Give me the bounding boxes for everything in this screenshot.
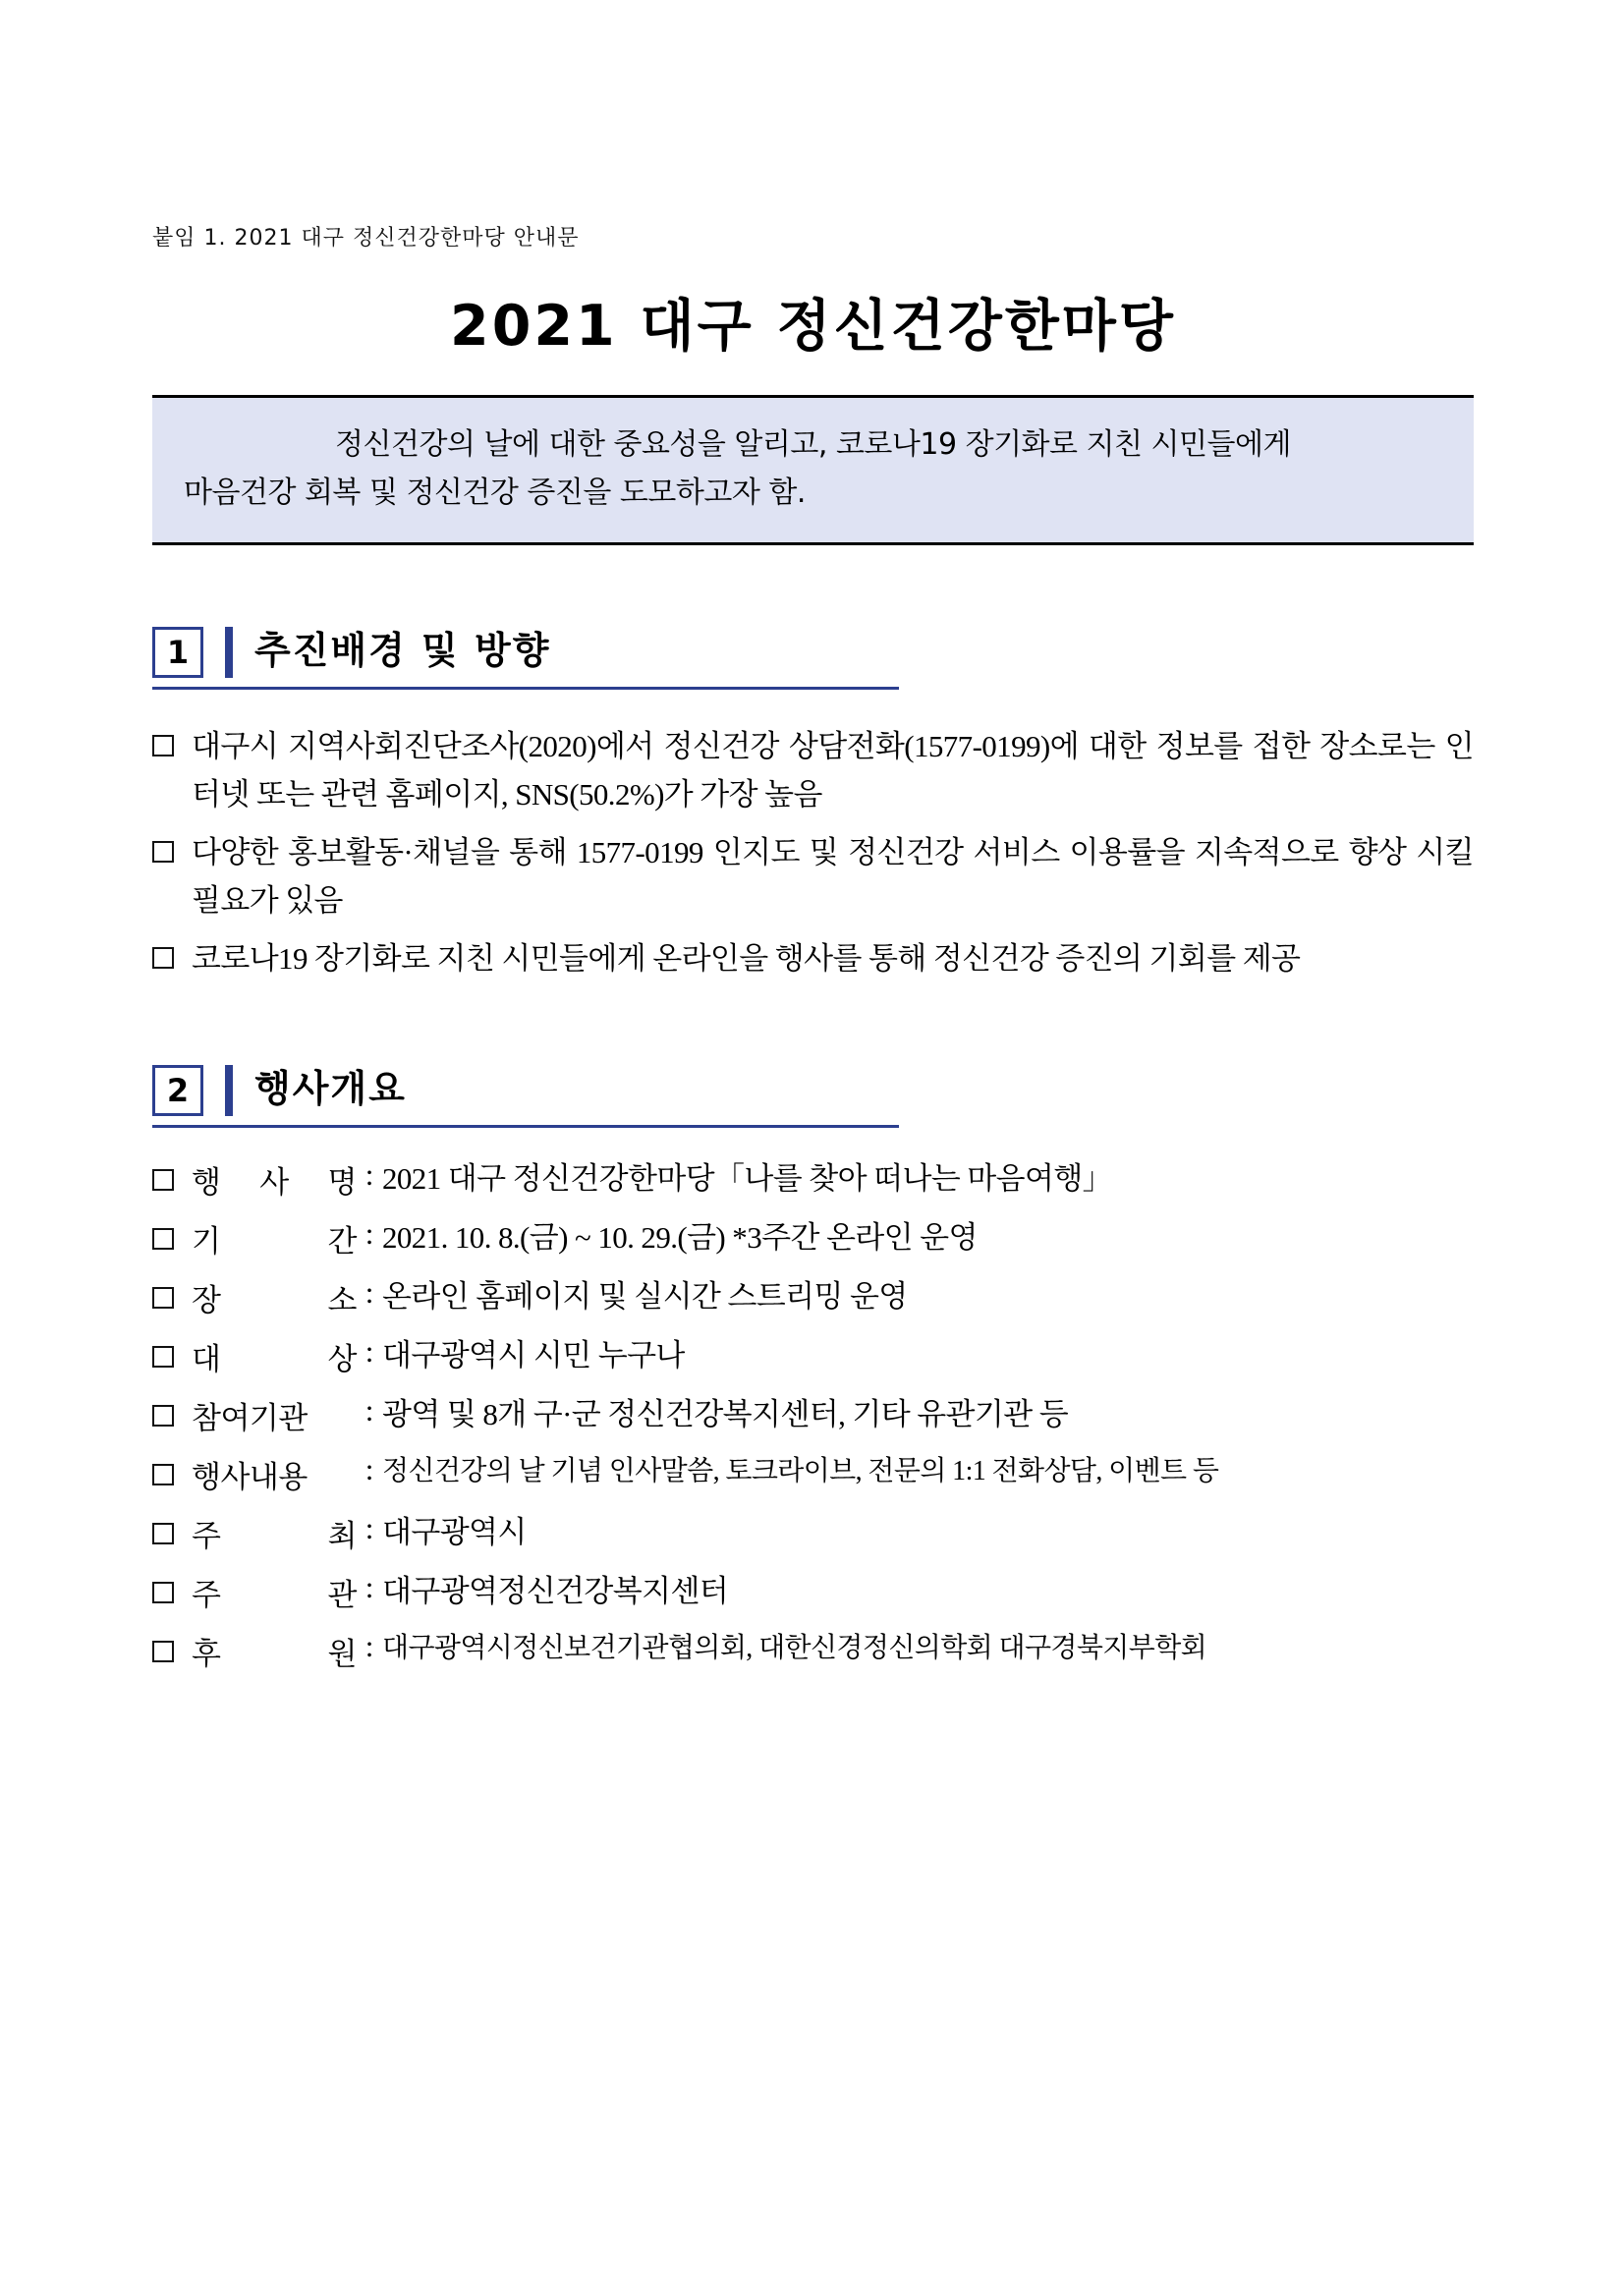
overview-row	[152, 1393, 1474, 1437]
overview-label: 후 원	[192, 1637, 357, 1672]
overview-value: 정신건강의 날 기념 인사말씀, 토크라이브, 전문의 1:1 전화상담, 이벤트 등	[382, 1456, 1219, 1487]
section-number: 1	[152, 627, 203, 678]
section-number: 2	[152, 1065, 203, 1116]
section-title: 추진배경 및 방향	[254, 629, 551, 673]
overview-value: 대구광역정신건강복지센터	[382, 1574, 729, 1609]
section-underline	[152, 1125, 899, 1128]
overview-list	[152, 1157, 1474, 1673]
overview-value: 2021 대구 정신건강한마당「나를 찾아 떠나는 마음여행」	[382, 1161, 1113, 1197]
purpose-line-2: 마음건강 회복 및 정신건강 증진을 도모하고자 함.	[184, 475, 806, 510]
list-item-text: 대구시 지역사회진단조사(2020)에서 정신건강 상담전화(1577-0199)에 대한 정보를 접한 장소로는 인터넷 또는 관련 홈페이지, SNS(50.2%)가 가장 높음	[192, 729, 1474, 812]
overview-colon: :	[364, 1629, 374, 1664]
list-item-text: 코로나19 장기화로 지친 시민들에게 온라인을 행사를 통해 정신건강 증진의 기회를 제공	[192, 941, 1301, 977]
checkbox-icon	[152, 947, 174, 969]
section-heading	[152, 622, 1474, 683]
checkbox-icon	[152, 1346, 174, 1368]
section-bar	[225, 1065, 233, 1116]
overview-label: 주 최	[192, 1519, 357, 1554]
list-item-text: 다양한 홍보활동·채널을 통해 1577-0199 인지도 및 정신건강 서비스 이용률을 지속적으로 향상 시킬 필요가 있음	[192, 835, 1474, 919]
overview-label: 행사내용	[192, 1460, 308, 1495]
overview-colon: :	[364, 1157, 374, 1193]
section-bullet-list	[152, 723, 1474, 983]
checkbox-icon	[152, 1641, 174, 1662]
overview-label: 기 간	[192, 1224, 357, 1260]
overview-colon: :	[364, 1275, 374, 1311]
overview-row	[152, 1511, 1474, 1555]
overview-row	[152, 1570, 1474, 1614]
overview-value: 2021. 10. 8.(금) ~ 10. 29.(금) *3주간 온라인 운영	[382, 1220, 978, 1256]
purpose-box	[152, 395, 1474, 545]
checkbox-icon	[152, 1582, 174, 1603]
section-background	[152, 622, 1474, 983]
overview-colon: :	[364, 1334, 374, 1370]
checkbox-icon	[152, 841, 174, 863]
attachment-label: 붙임 1. 2021 대구 정신건강한마당 안내문	[152, 226, 580, 251]
overview-label: 주 관	[192, 1578, 357, 1613]
section-heading	[152, 1060, 1474, 1121]
section-title: 행사개요	[254, 1067, 407, 1111]
checkbox-icon	[152, 1287, 174, 1309]
overview-row	[152, 1216, 1474, 1260]
checkbox-icon	[152, 1228, 174, 1250]
checkbox-icon	[152, 1523, 174, 1544]
overview-label: 참여기관	[192, 1401, 308, 1436]
overview-colon: :	[364, 1570, 374, 1605]
section-bar	[225, 627, 233, 678]
overview-row	[152, 1452, 1474, 1496]
page-title: 2021 대구 정신건강한마당	[450, 294, 1176, 359]
overview-row	[152, 1275, 1474, 1319]
checkbox-icon	[152, 1169, 174, 1191]
checkbox-icon	[152, 735, 174, 756]
checkbox-icon	[152, 1405, 174, 1427]
list-item	[152, 829, 1474, 925]
purpose-line-1: 정신건강의 날에 대한 중요성을 알리고, 코로나19 장기화로 지친 시민들에게	[335, 427, 1291, 462]
overview-value: 온라인 홈페이지 및 실시간 스트리밍 운영	[382, 1279, 908, 1315]
overview-value: 대구광역시	[382, 1515, 527, 1550]
overview-value: 대구광역시정신보건기관협의회, 대한신경정신의학회 대구경북지부학회	[382, 1633, 1207, 1664]
overview-row	[152, 1334, 1474, 1378]
checkbox-icon	[152, 1464, 174, 1485]
overview-row	[152, 1629, 1474, 1673]
section-overview	[152, 1060, 1474, 1673]
overview-label: 장 소	[192, 1283, 357, 1318]
list-item	[152, 723, 1474, 819]
overview-value: 대구광역시 시민 누구나	[382, 1338, 685, 1373]
overview-colon: :	[364, 1393, 374, 1428]
overview-colon: :	[364, 1452, 374, 1487]
list-item	[152, 935, 1474, 983]
overview-colon: :	[364, 1511, 374, 1546]
overview-row	[152, 1157, 1474, 1202]
page-content	[152, 0, 1474, 1688]
section-underline	[152, 687, 899, 690]
overview-label: 대 상	[192, 1342, 357, 1377]
overview-value: 광역 및 8개 구·군 정신건강복지센터, 기타 유관기관 등	[382, 1397, 1069, 1432]
overview-label: 행 사 명	[192, 1165, 357, 1201]
overview-colon: :	[364, 1216, 374, 1252]
